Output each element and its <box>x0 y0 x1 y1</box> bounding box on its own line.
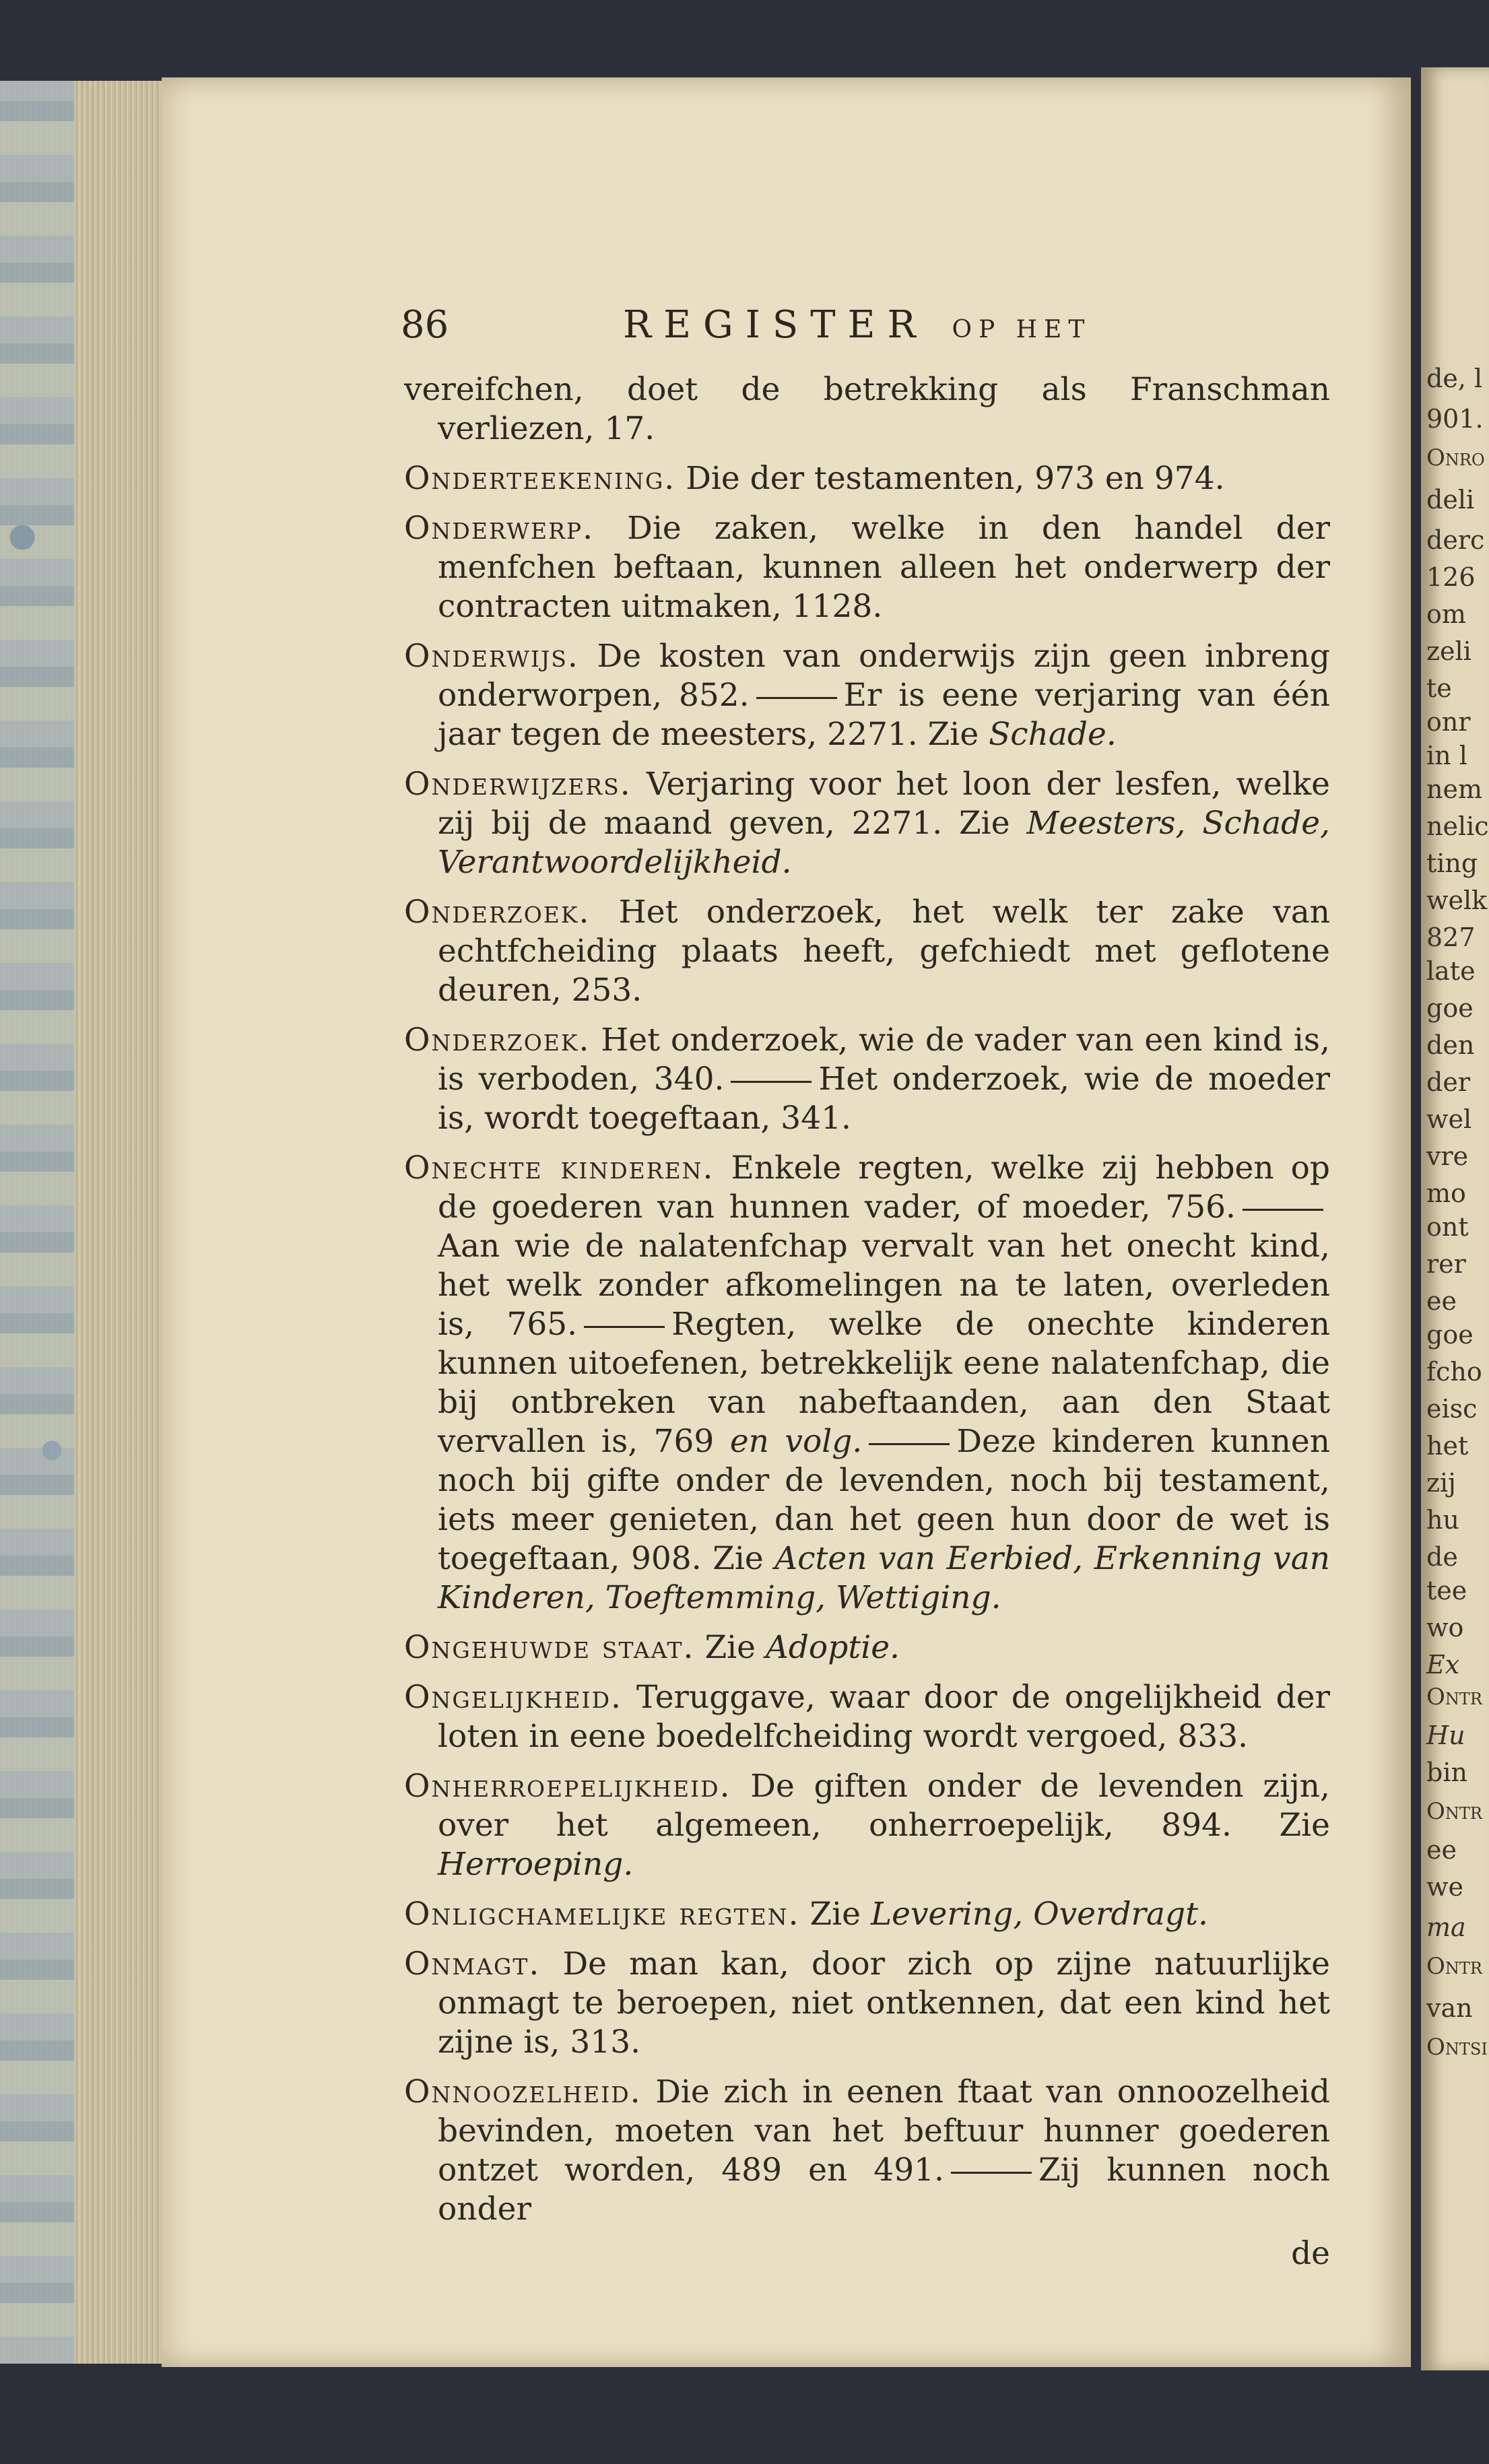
right-page-fragment-text: Ex <box>1426 1650 1460 1679</box>
entry-text: Aan wie de nalatenfchap vervalt van het onecht kind, het welk zonder afkomelingen na te laten, overleden is, 765. <box>438 1228 1330 1343</box>
entry-continuation <box>404 370 1330 448</box>
right-page-fragment-text: deli <box>1426 485 1475 514</box>
entry-onderwijs <box>404 637 1330 754</box>
book-edge-left <box>0 81 168 2364</box>
right-page-fragment-text: Ontr <box>1426 1684 1482 1710</box>
dash <box>1243 1209 1323 1211</box>
right-page-fragment-text: 126 <box>1426 562 1476 592</box>
register-entries <box>404 370 1330 2273</box>
entry-head: Onechte kinderen. <box>404 1150 715 1187</box>
right-page-fragment-text: Ontr <box>1426 1953 1482 1980</box>
catchword: de <box>1291 2235 1330 2272</box>
right-page-fragment-text: tee <box>1426 1576 1467 1605</box>
entry-text: Die der testamenten, 973 en 974. <box>686 460 1225 497</box>
page-header <box>401 303 1330 350</box>
entry-ongelijkheid <box>404 1678 1330 1756</box>
entry-head: Onnoozelheid. <box>404 2073 642 2110</box>
entry-text: Het onderzoek, wie de vader van een kind is, is verboden, 340. <box>438 1022 1330 1098</box>
right-page-fragment-text: wo <box>1426 1613 1464 1642</box>
entry-italic: en volg. <box>729 1423 863 1460</box>
entry-text: Het onderzoek, het welk ter zake van echtfcheiding plaats heeft, gefchiedt met geflotene deuren, 253. <box>438 894 1330 1009</box>
right-page-fragment-text: mo <box>1426 1178 1466 1208</box>
cross-reference: Herroeping. <box>438 1846 634 1883</box>
right-page-fragment-text: ont <box>1426 1212 1469 1242</box>
entry-text: Zij kunnen noch onder <box>438 2152 1330 2228</box>
entry-onherroepelijkheid <box>404 1767 1330 1884</box>
right-page-fragment-text: in l <box>1426 741 1467 770</box>
running-title-main: REGISTER <box>623 303 928 347</box>
entry-head: Onderzoek. <box>404 894 591 931</box>
right-page-fragment-text: ma <box>1426 1912 1466 1942</box>
entry-ongehuwde-staat <box>404 1628 1330 1667</box>
right-page-fragment-text: nelic <box>1426 811 1489 841</box>
entry-onligchamelijke-regten <box>404 1895 1330 1934</box>
entry-text: De giften onder de levenden zijn, over het algemeen, onherroepelijk, 894. Zie <box>438 1768 1330 1844</box>
entry-text: Deze kinderen kunnen noch bij gifte onder de levenden, noch bij testament, iets meer genieten, dan het geen hun door de wet is toegeftaan, 908. Zie <box>438 1423 1330 1577</box>
right-page-fragment-text: de <box>1426 1542 1458 1572</box>
dash <box>951 2172 1032 2174</box>
entry-text: Verjaring voor het loon der lesfen, welke zij bij de maand geven, 2271. Zie <box>438 766 1330 842</box>
right-page-fragment-text: vre <box>1426 1141 1469 1171</box>
right-page-fragment-text: de, l <box>1426 364 1483 393</box>
page-number: 86 <box>401 303 449 347</box>
entry-text: Die zich in eenen ftaat van onnoozelheid bevinden, moeten van het beftuur hunner goederen ontzet worden, 489 en 491. <box>438 2073 1330 2189</box>
right-page-fragment-text: zij <box>1426 1468 1456 1498</box>
right-page-fragment-text: nem <box>1426 774 1482 804</box>
entry-onderzoek-1 <box>404 893 1330 1010</box>
right-page-fragment-text: Ontr <box>1426 1798 1482 1825</box>
right-page-fragment-text: den <box>1426 1030 1475 1060</box>
right-page-fragment-text: eisc <box>1426 1394 1478 1424</box>
entry-head: Onderteekening. <box>404 460 676 497</box>
dash <box>584 1326 665 1328</box>
dash <box>869 1443 950 1445</box>
cross-reference: Schade. <box>989 716 1117 753</box>
right-page-fragment <box>1421 67 1489 2370</box>
entry-head: Onderwijs. <box>404 638 579 675</box>
right-page-fragment-text: derc <box>1426 525 1485 555</box>
entry-onderteekening <box>404 459 1330 498</box>
entry-text: De man kan, door zich op zijne natuurlijke onmagt te beroepen, niet ontkennen, dat een kind het zijne is, 313. <box>438 1945 1330 2061</box>
right-page-fragment-text: welk <box>1426 886 1488 915</box>
entry-text: Regten, welke de onechte kinderen kunnen uitoefenen, betrekkelijk eene nalatenfchap, die bij ontbreken van nabeftaanden, aan den Staat vervallen is, 769 <box>438 1306 1330 1460</box>
right-page-fragment-text: we <box>1426 1872 1464 1902</box>
entry-onderzoek-2 <box>404 1021 1330 1138</box>
right-page-fragment-text: fcho <box>1426 1357 1482 1387</box>
right-page-fragment-text: Onro <box>1426 444 1485 471</box>
right-page-fragment-text: om <box>1426 599 1466 629</box>
entry-text: Het onderzoek, wie de moeder is, wordt toegeftaan, 341. <box>438 1061 1330 1137</box>
right-page-fragment-text: het <box>1426 1431 1469 1461</box>
right-page-fragment-text: ee <box>1426 1835 1457 1865</box>
right-page-fragment-text: der <box>1426 1067 1470 1097</box>
entry-text: Zie <box>704 1629 756 1666</box>
entry-text: De kosten van onderwijs zijn geen inbreng onderworpen, 852. <box>438 638 1330 714</box>
running-title <box>623 303 1091 347</box>
entry-text: Die zaken, welke in den handel der menfchen beftaan, kunnen alleen het onderwerp der contracten uitmaken, 1128. <box>438 510 1330 625</box>
entry-text: vereifchen, doet de betrekking als Franschman verliezen, 17. <box>404 371 1330 447</box>
right-page-fragment-text: 901. <box>1426 404 1484 434</box>
entry-onderwerp <box>404 509 1330 626</box>
entry-head: Onderzoek. <box>404 1022 591 1059</box>
entry-head: Ongelijkheid. <box>404 1679 622 1716</box>
right-page-fragment-text: ting <box>1426 848 1478 878</box>
entry-head: Onmagt. <box>404 1945 541 1983</box>
right-page-fragment-text: wel <box>1426 1104 1472 1134</box>
entry-head: Onderwerp. <box>404 510 595 547</box>
right-page-fragment-text: rer <box>1426 1249 1466 1279</box>
right-page-fragment-text: zeli <box>1426 636 1471 666</box>
right-page-fragment-text: late <box>1426 956 1476 986</box>
entry-onechte-kinderen <box>404 1149 1330 1618</box>
entry-onnoozelheid <box>404 2073 1330 2229</box>
cross-reference: Meesters, Schade, Verantwoordelijkheid. <box>438 805 1330 881</box>
right-page-fragment-text: onr <box>1426 707 1471 737</box>
dash <box>731 1081 812 1083</box>
cross-reference: Adoptie. <box>765 1629 900 1666</box>
right-page-fragment-text: hu <box>1426 1505 1459 1535</box>
entry-text: Zie <box>809 1896 861 1933</box>
cross-reference: Levering, Overdragt. <box>870 1896 1208 1933</box>
entry-head: Onderwijzers. <box>404 766 632 803</box>
cross-reference: Acten van Eerbied, Erkenning van Kinderen, Toeftemming, Wettiging. <box>438 1540 1330 1616</box>
entry-head: Onherroepelijkheid. <box>404 1768 731 1805</box>
entry-text: Teruggave, waar door de ongelijkheid der loten in eene boedelfcheiding wordt vergoed, 833. <box>438 1679 1330 1755</box>
marbled-edge <box>0 81 74 2364</box>
dash <box>756 697 837 699</box>
right-page-fragment-text: van <box>1426 1993 1473 2023</box>
entry-text: Enkele regten, welke zij hebben op de goederen van hunnen vader, of moeder, 756. <box>438 1150 1330 1226</box>
entry-head: Ongehuwde staat. <box>404 1629 695 1666</box>
right-page-fragment-text: goe <box>1426 1320 1474 1350</box>
entry-text: Er is eene verjaring van één jaar tegen de meesters, 2271. Zie <box>438 677 1330 753</box>
entry-onmagt <box>404 1945 1330 2062</box>
right-page-fragment-text: te <box>1426 673 1452 703</box>
right-page-fragment-text: goe <box>1426 993 1474 1023</box>
right-page-fragment-text: Hu <box>1426 1721 1465 1750</box>
right-page-fragment-text: Ontsi <box>1426 2034 1488 2061</box>
right-page-fragment-text: bin <box>1426 1758 1467 1787</box>
right-page-fragment-text: 827 <box>1426 923 1476 952</box>
running-title-small: OP HET <box>952 316 1092 343</box>
right-page-fragment-text: ee <box>1426 1286 1457 1316</box>
entry-onderwijzers <box>404 765 1330 882</box>
entry-head: Onligchamelijke regten. <box>404 1896 800 1933</box>
